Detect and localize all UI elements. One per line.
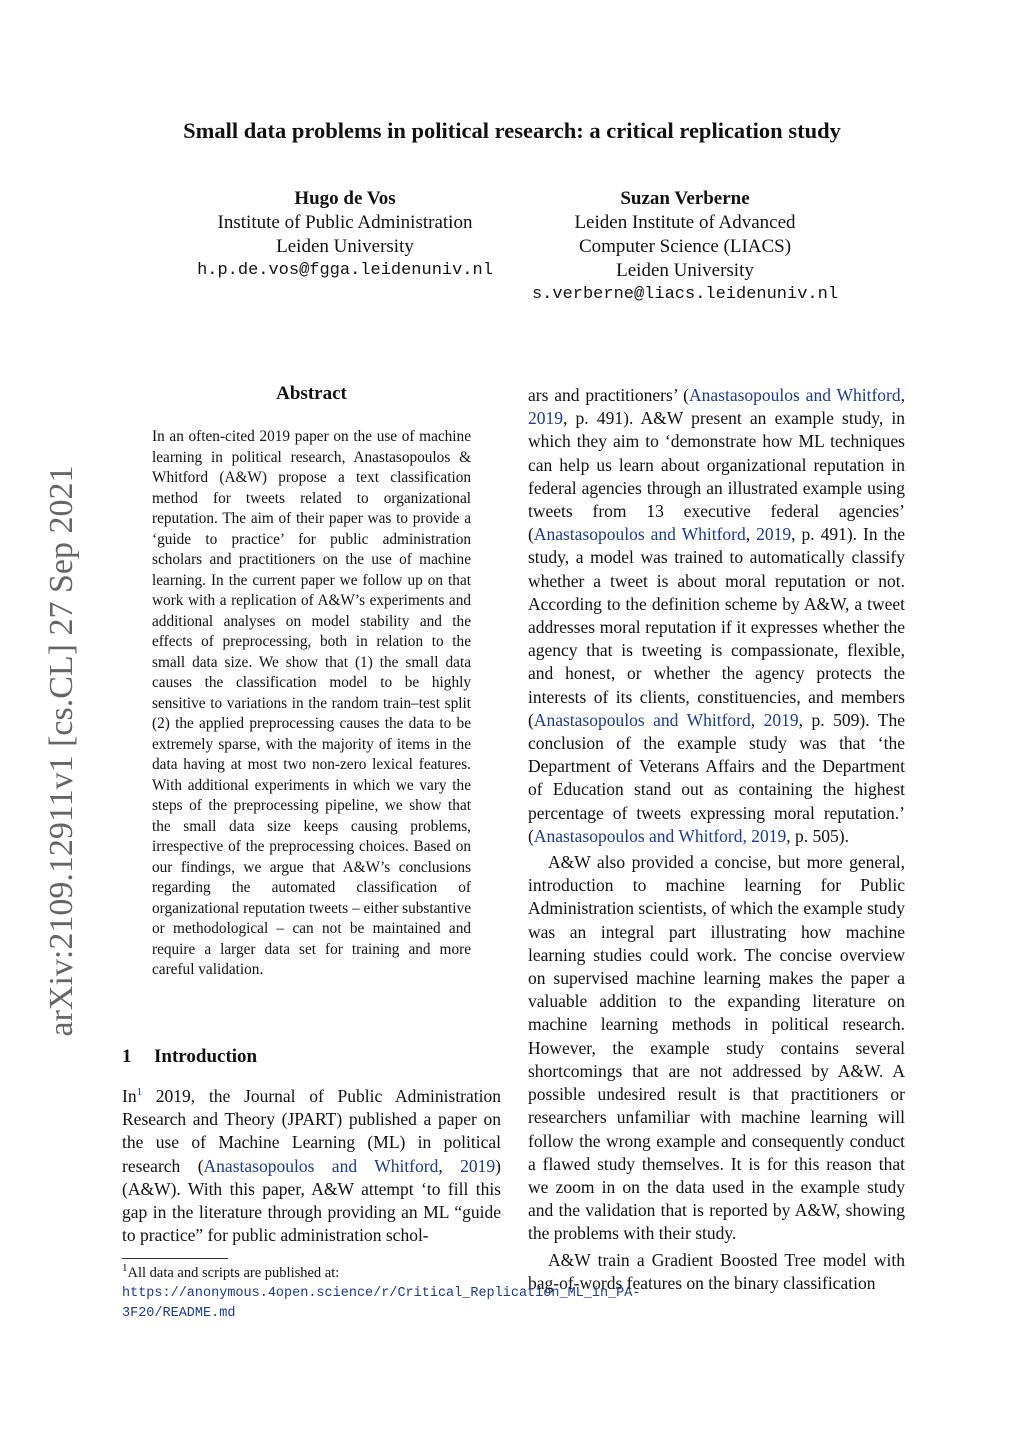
paper-title: Small data problems in political research: a critical replication study (183, 118, 841, 143)
intro-paragraph (122, 1085, 501, 1247)
body-text: , p. 491). In the study, a model was trained to automatically classify whether a tweet is about moral reputation or not. According to the definition scheme by A&W, a tweet addresses moral reputation if it expresses whether the agency that is tweeting is compassionate, flexible, and honest, or whether the agency protects the interests of its clients, constituencies, and members ( (528, 524, 905, 730)
body-text: , p. 491). A&W present an example study, in which they aim to ‘demonstrate how ML techniques can help us learn about organizational reputation in federal agencies through an illustrated example using tweets from 13 executive federal agencies’ ( (528, 408, 905, 545)
author-block-verberne (495, 187, 875, 307)
intro-text: 2019, the Journal of Public Administration Research and Theory (JPART) published a paper on the use of Machine Learning (ML) in political research ( (122, 1086, 501, 1176)
author-affiliation: Leiden University (276, 236, 414, 257)
author-affiliation: Leiden Institute of Advanced (574, 212, 796, 233)
author-affiliation: Leiden University (616, 260, 754, 281)
right-column (528, 384, 905, 1295)
citation-separator: , (438, 1155, 461, 1176)
author-name: Hugo de Vos (294, 188, 396, 209)
footnote-marker[interactable]: 1 (136, 1086, 143, 1099)
footnote-number: 1 (122, 1262, 128, 1275)
citation-link[interactable]: Anastasopoulos and Whitford, 2019 (533, 825, 787, 846)
citation-year-link[interactable]: 2019 (756, 524, 792, 545)
citation-link[interactable]: Anastasopoulos and Whitford (203, 1155, 439, 1176)
footnote-text: All data and scripts are published at: (127, 1265, 340, 1281)
citation-year-link[interactable]: 2019 (528, 408, 563, 429)
intro-text: In (122, 1086, 137, 1106)
right-paragraph-1: ars and practitioners’ (Anastasopoulos and Whitford, 2019, p. 491). A&W present an example study, in which they aim to ‘demonstrate how ML techniques can help us learn about organizational reputation in federal agencies through an illustrated example using tweets from 13 executive federal agencies’ (Anastasopoulos and Whitford, 2019, p. 491). In the study, a model was trained to automatically classify whether a tweet is about moral reputation or not. According to the definition scheme by A&W, a tweet addresses moral reputation if it expresses whether the agency that is tweeting is compassionate, flexible, and honest, or whether the agency protects the interests of its clients, constituencies, and members (Anastasopoulos and Whitford, 2019, p. 509). The conclusion of the example study was that ‘the Department of Veterans Affairs and the Department of Education stand out as containing the highest percentage of tweets expressing moral reputation.’ (Anastasopoulos and Whitford, 2019, p. 505). (528, 385, 906, 846)
section-number: 1 (122, 1046, 132, 1067)
footnote-rule (122, 1258, 228, 1259)
section-title: Introduction (154, 1046, 258, 1067)
footnote (122, 1262, 641, 1324)
body-text: , p. 509). The conclusion of the example study was that ‘the Department of Veterans Affairs and the Department of Education stand out as containing the highest percentage of tweets expressing moral reputation.’ ( (528, 709, 906, 846)
right-paragraph-2: A&W also provided a concise, but more general, introduction to machine learning for Public Administration scientists, of which the example study was an integral part illustrating how machine learning studies could work. The concise overview on supervised machine learning makes the paper a valuable addition to the expanding literature on machine learning methods in political research. However, the example study contains several shortcomings that are not addressed by A&W. A possible undesired result is that practitioners or researchers unfamiliar with machine learning will follow the wrong example and consequently conduct a flawed study themselves. It is for this reason that we zoom in on the data used in the example study and the validation that is reported by A&W, showing the problems with their study. (528, 852, 905, 1244)
author-block-de-vos (150, 187, 540, 283)
citation-link[interactable]: Anastasopoulos and Whitford (533, 709, 751, 730)
right-paragraph-3: A&W train a Gradient Boosted Tree model with bag-of-words features on the binary classification (528, 1249, 905, 1293)
body-text: ars and practitioners’ ( (528, 385, 690, 405)
author-email[interactable]: h.p.de.vos@fgga.leidenuniv.nl (197, 261, 493, 280)
citation-link[interactable]: Anastasopoulos and Whitford (533, 524, 746, 545)
citation-year-link[interactable]: 2019 (460, 1155, 496, 1176)
body-text: , p. 505). (786, 825, 849, 846)
author-name: Suzan Verberne (620, 188, 750, 209)
abstract-body (152, 427, 471, 981)
author-affiliation: Institute of Public Administration (217, 212, 473, 233)
arxiv-identifier: arXiv:2109.12911v1 [cs.CL] 27 Sep 2021 (43, 465, 80, 1037)
intro-text: ) (A&W). With this paper, A&W attempt ‘to fill this gap in the literature through providing an ML “guide to practice” for public administration schol- (122, 1155, 501, 1246)
abstract-heading: Abstract (276, 383, 347, 404)
author-email[interactable]: s.verberne@liacs.leidenuniv.nl (531, 285, 839, 304)
abstract-paragraph: In an often-cited 2019 paper on the use of machine learning in political research, Anastasopoulos & Whitford (A&W) propose a text classification method for tweets related to organizational reputation. The aim of their paper was to provide a ‘guide to practice’ for public administration scholars and practitioners on the use of machine learning. In the current paper we follow up on that work with a replication of A&W’s experiments and additional analyses on model stability and the effects of preprocessing, both in relation to the small data size. We show that (1) the small data causes the classification model to be highly sensitive to variations in the random train–test split (2) the applied preprocessing causes the data to be extremely sparse, with the majority of items in the data having at most two non-zero lexical features. With additional experiments in which we vary the steps of the preprocessing pipeline, we show that the small data size keeps causing problems, irrespective of the preprocessing choices. Based on our findings, we argue that A&W’s conclusions regarding the automated classification of organizational reputation tweets – either substantive or methodological – can not be maintained and require a larger data set for training and more careful validation. (152, 428, 471, 978)
section-heading-introduction (122, 1046, 257, 1068)
footnote-url-link[interactable]: https://anonymous.4open.science/r/Critical_Replication_ML_in_PA-3F20/README.md (122, 1285, 641, 1321)
citation-year-link[interactable]: 2019 (763, 709, 799, 730)
author-affiliation: Computer Science (LIACS) (578, 236, 792, 257)
citation-link[interactable]: Anastasopoulos and Whitford (689, 385, 901, 405)
